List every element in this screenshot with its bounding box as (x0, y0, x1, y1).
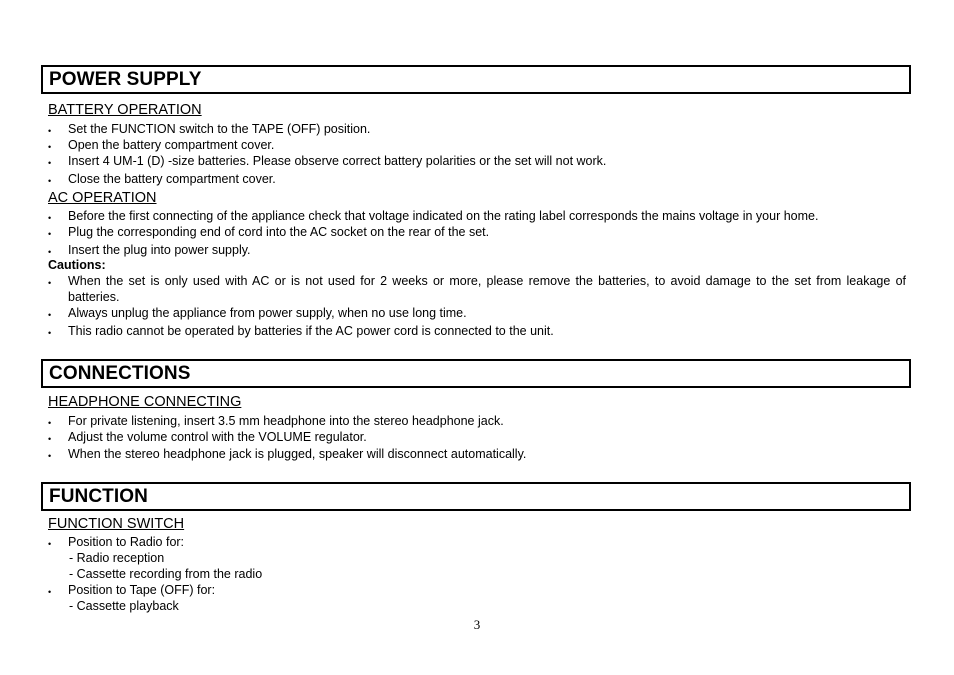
ac-operation-heading: AC OPERATION (48, 190, 157, 206)
bullet-icon: • (48, 142, 52, 152)
list-item: • Position to Tape (OFF) for: (48, 582, 906, 598)
power-supply-header (41, 65, 911, 94)
list-item: • This radio cannot be operated by batteries if the AC power cord is connected to the unit. (48, 323, 906, 339)
bullet-icon: • (48, 126, 52, 136)
bullet-icon: • (48, 176, 52, 186)
section-title: CONNECTIONS (49, 363, 191, 384)
bullet-icon: • (48, 328, 52, 338)
function-header (41, 482, 911, 511)
cautions-label: Cautions: (48, 258, 106, 272)
section-title: FUNCTION (49, 486, 148, 507)
bullet-icon: • (48, 229, 52, 239)
list-item: • When the stereo headphone jack is plugged, speaker will disconnect automatically. (48, 446, 906, 462)
bullet-icon: • (48, 278, 52, 288)
list-item: • Insert 4 UM-1 (D) -size batteries. Please observe correct battery polarities or the set will not work. (48, 153, 906, 169)
bullet-icon: • (48, 310, 52, 320)
sub-item: - Cassette playback (69, 599, 179, 613)
list-item: • Position to Radio for: (48, 534, 906, 550)
bullet-icon: • (48, 418, 52, 428)
function-switch-heading: FUNCTION SWITCH (48, 516, 185, 532)
list-item: • Set the FUNCTION switch to the TAPE (OFF) position. (48, 121, 906, 137)
bullet-icon: • (48, 539, 52, 549)
battery-operation-heading: BATTERY OPERATION (48, 102, 202, 118)
list-item: • Open the battery compartment cover. (48, 137, 906, 153)
sub-item: - Radio reception (69, 551, 165, 565)
connections-header (41, 359, 911, 388)
section-title: POWER SUPPLY (49, 69, 202, 90)
bullet-icon: • (48, 213, 52, 223)
list-item: • Plug the corresponding end of cord into the AC socket on the rear of the set. (48, 224, 906, 240)
bullet-icon: • (48, 158, 52, 168)
list-item: • Close the battery compartment cover. (48, 171, 906, 187)
list-item: • Always unplug the appliance from power supply, when no use long time. (48, 305, 906, 321)
bullet-icon: • (48, 247, 52, 257)
list-item: • Before the first connecting of the appliance check that voltage indicated on the rating label corresponds the mains voltage in your home. (48, 208, 906, 224)
headphone-connecting-heading: HEADPHONE CONNECTING (48, 394, 242, 410)
page-number: 3 (473, 617, 481, 632)
bullet-icon: • (48, 451, 52, 461)
bullet-icon: • (48, 434, 52, 444)
list-item: • Adjust the volume control with the VOLUME regulator. (48, 429, 906, 445)
list-item: • Insert the plug into power supply. (48, 242, 906, 258)
list-item: • For private listening, insert 3.5 mm headphone into the stereo headphone jack. (48, 413, 906, 429)
list-item: • When the set is only used with AC or is not used for 2 weeks or more, please remove the batteries, to avoid damage to the set from leakage of batteries. (48, 274, 906, 304)
bullet-icon: • (48, 587, 52, 597)
sub-item: - Cassette recording from the radio (69, 567, 263, 581)
